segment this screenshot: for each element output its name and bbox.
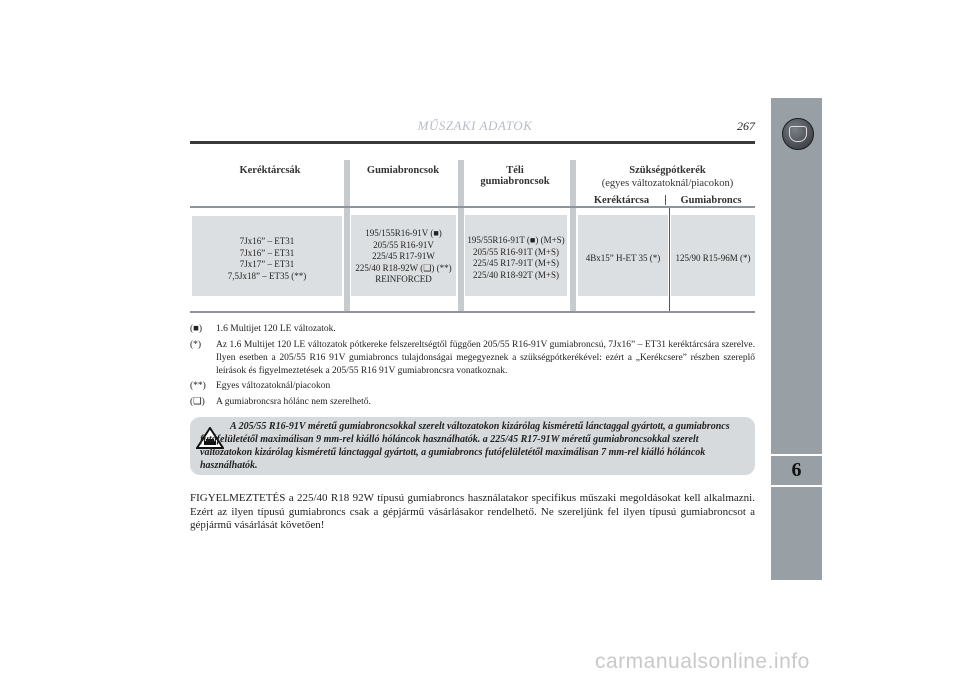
col-header-wheels: Keréktárcsák <box>239 165 301 176</box>
chapter-number: 6 <box>791 459 802 481</box>
badge-shield-shape <box>789 126 807 142</box>
footnote-text: Egyes változatoknál/piacokon <box>216 381 331 391</box>
col-header-spare-tyre: Gumiabroncs <box>680 195 742 206</box>
col-header-winter-tyres: Téli gumiabroncsok <box>480 165 550 187</box>
page-number: 267 <box>737 119 755 133</box>
column-divider <box>344 160 350 313</box>
cell-tyres: 195/155R16-91V (■) 205/55 R16-91V 225/45 R17-91W 225/40 R18-92W (❑) (**) REINFORCED <box>355 228 452 284</box>
footnote-item <box>190 339 755 378</box>
col-header-tyres: Gumiabroncsok <box>366 165 440 176</box>
footnote-mark: (**) <box>190 381 206 391</box>
column-divider <box>570 160 576 313</box>
footnote-item <box>190 323 755 336</box>
footnote-text: Az 1.6 Multijet 120 LE változatok pótkereke felszereltségtől függően 205/55 R16-91V gumiabroncsú, 7Jx16” – ET31 keréktárcsára szerelve. Ilyen esetben a 205/55 R16 91V gumiabroncs tulajdonságai megegyeznek a szükségpótkerékével: ezért a „Kerékcsere” részben szereplő leírások és figyelmeztetések a 205/55 R16 91V gumiabroncsra vonatkoznak. <box>216 340 755 376</box>
spare-cell-divider <box>669 208 670 311</box>
footnote-text: A gumiabroncsra hólánc nem szerelhető. <box>216 397 371 407</box>
cell-winter-tyres: 195/55R16-91T (■) (M+S) 205/55 R16-91T (M+S) 225/45 R17-91T (M+S) 225/40 R18-92T (M+S) <box>467 235 565 280</box>
footnote-text: 1.6 Multijet 120 LE változatok. <box>216 324 336 334</box>
table-band-top-rule <box>190 206 755 208</box>
col-header-spare-rim: Keréktárcsa <box>593 195 650 206</box>
chapter-tab-separator <box>771 485 822 487</box>
page-header-title: MŰSZAKI ADATOK <box>417 118 533 133</box>
footnote-mark: (*) <box>190 340 202 350</box>
footnote-mark: (■) <box>190 324 203 334</box>
cell-spare-rim: 4Bx15” H-ET 35 (*) <box>585 253 661 263</box>
cell-wheels: 7Jx16” – ET31 7Jx16” – ET31 7Jx17” – ET31 7,5Jx18” – ET35 (**) <box>227 236 307 281</box>
warning-text: A 205/55 R16-91V méretű gumiabroncsokkal szerelt változatokon kizárólag kisméretű lánctaggal gyártott, a gumiabroncs futófelületétől maximálisan 9 mm-rel kiálló hóláncok használhatók. a 225/45 R17-91W méretű gumiabroncsokkal szerelt változatokon kizárólag kisméretű lánctaggal gyártott, a gumiabroncs futófelületétől maximálisan 7 mm-rel kiálló hóláncok használhatók. <box>200 421 730 471</box>
column-divider <box>458 160 464 313</box>
footnote-item <box>190 396 755 409</box>
col-header-spare-wheel: Szükségpótkerék <box>629 165 706 176</box>
footnotes <box>190 323 755 409</box>
footnote-item <box>190 380 755 393</box>
table-band-bottom-rule <box>190 311 755 313</box>
body-paragraph: FIGYELMEZTETÉS a 225/40 R18 92W típusú gumiabroncs használatakor specifikus műszaki megoldásokat kell alkalmazni. Ezért az ilyen típusú gumiabroncs csak a gépjármű vásárlásakor rendelhető. Ne szereljünk fel ilyen típusú gumiabroncsot a gépjármű vásárlását követően! <box>190 492 755 531</box>
cell-spare-tyre: 125/90 R15-96M (*) <box>675 253 751 263</box>
footnote-mark: (❑) <box>190 397 205 407</box>
spare-subheader-divider <box>665 195 666 205</box>
site-watermark: carmanualsonline.info <box>595 650 810 673</box>
col-header-spare-subtitle: (egyes változatoknál/piacokon) <box>601 178 734 189</box>
chapter-side-tab <box>771 98 822 580</box>
header-rule <box>190 141 755 144</box>
